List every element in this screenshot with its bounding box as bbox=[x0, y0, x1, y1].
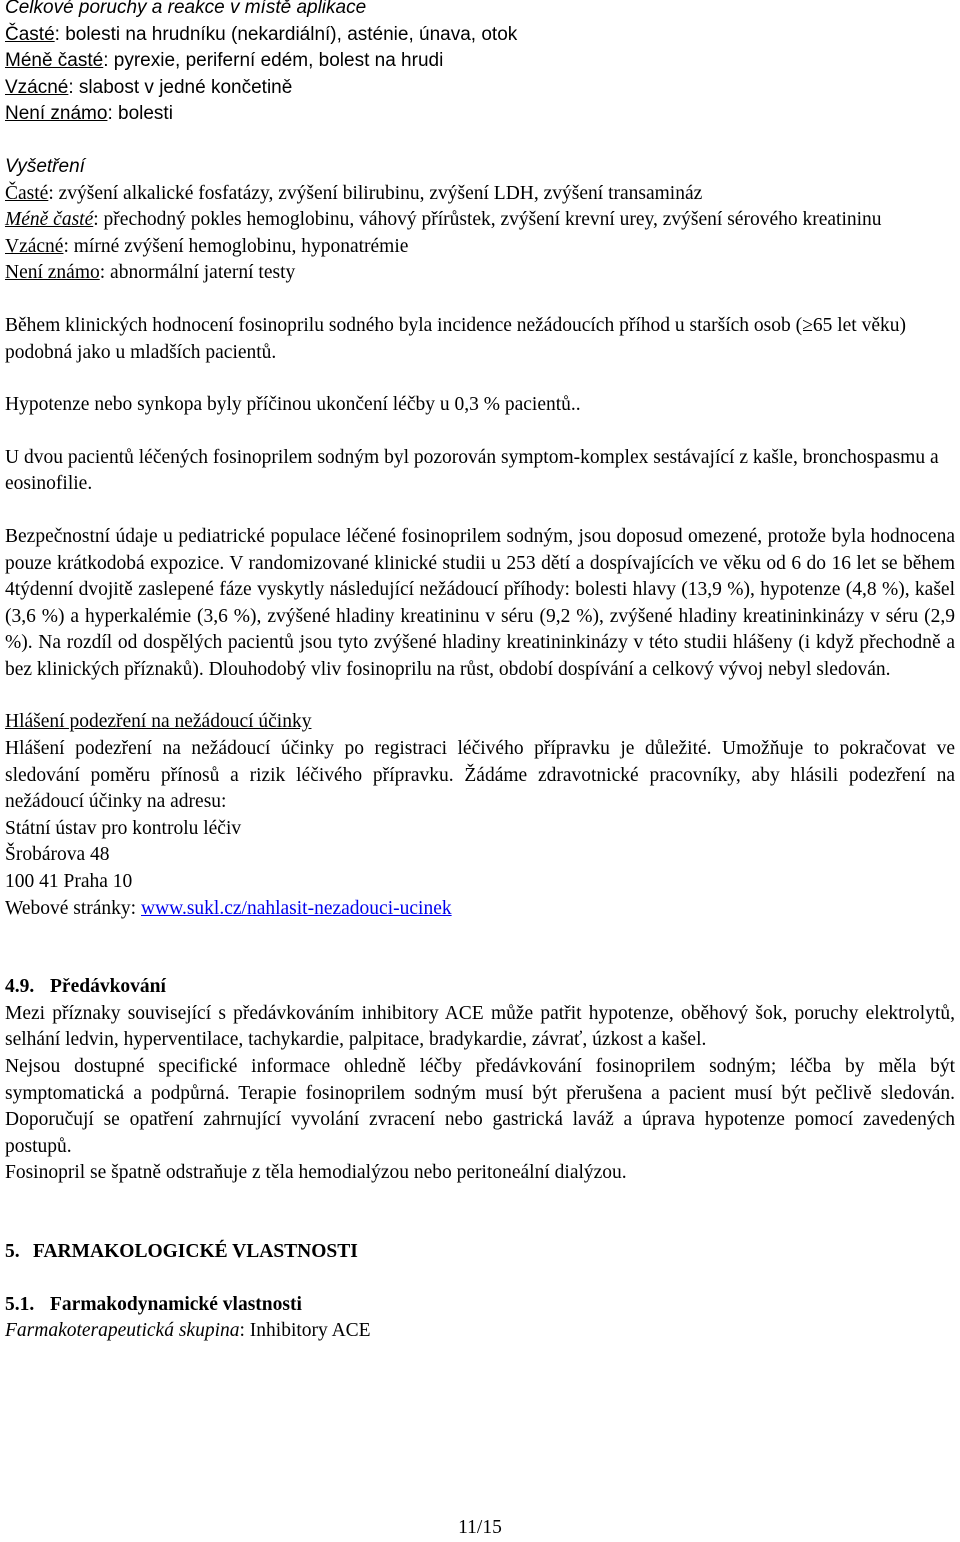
document-page bbox=[5, 0, 955, 1345]
overdose-heading bbox=[5, 974, 955, 1001]
spacer bbox=[5, 419, 955, 445]
general-row bbox=[5, 101, 955, 128]
freq-label: Méně časté bbox=[5, 50, 104, 72]
investigations-list bbox=[5, 181, 955, 287]
pharmacology-heading bbox=[5, 1239, 955, 1266]
page-number: 11/15 bbox=[458, 1517, 502, 1538]
row-text: : pyrexie, periferní edém, bolest na hrudi bbox=[103, 50, 444, 72]
row-text: : abnormální jaterní testy bbox=[99, 262, 296, 284]
row-text: : slabost v jedné končetině bbox=[68, 76, 293, 98]
spacer bbox=[5, 498, 955, 524]
elderly-paragraph: Během klinických hodnocení fosinoprilu sodného byla incidence nežádoucích příhod u starších osob (≥65 let věku) podobná jako u mladších pacientů. bbox=[5, 314, 906, 363]
section-number: 5. bbox=[5, 1240, 20, 1262]
row-text: : bolesti bbox=[107, 103, 173, 125]
address-line: 100 41 Praha 10 bbox=[5, 871, 133, 893]
general-row bbox=[5, 75, 955, 102]
pediatric-paragraph: Bezpečnostní údaje u pediatrické populace léčené fosinoprilem sodným, jsou doposud omezené, protože byla hodnocena pouze krátkodobá expozice. V randomizované klinické studii u 253 dětí a dospívajících ve věku od 6 do 16 let se během 4týdenní dvojitě zaslepené fáze vyskytly následující nežádoucí příhody: bolesti hlavy (13,9 %), hypotenze (4,8 %), kašel (3,6 %) a hyperkalémie (3,6 %), zvýšené hladiny kreatininu v séru (9,2 %), zvýšené hladiny kreatininkinázy v séru (2,9 %). Na rozdíl od dospělých pacientů jsou tyto zvýšené hladiny kreatininkinázy v této studii hlášeny (i když přechodně a bez klinických příznaků). Dlouhodobý vliv fosinoprilu na růst, období dospívání a celkový vývoj nebyl sledován. bbox=[5, 525, 955, 680]
spacer bbox=[5, 1266, 955, 1292]
overdose-paragraph: Fosinopril se špatně odstraňuje z těla hemodialýzou nebo peritoneální dialýzou. bbox=[5, 1162, 627, 1184]
section-title: Farmakodynamické vlastnosti bbox=[50, 1293, 302, 1315]
general-row bbox=[5, 22, 955, 49]
website-line bbox=[5, 896, 955, 923]
address-line: Šrobárova 48 bbox=[5, 844, 110, 866]
investigations-row bbox=[5, 260, 955, 287]
section-title: Předávkování bbox=[50, 976, 166, 998]
section-title: FARMAKOLOGICKÉ VLASTNOSTI bbox=[33, 1240, 358, 1262]
freq-label: Vzácné bbox=[5, 76, 69, 98]
row-text: : zvýšení alkalické fosfatázy, zvýšení bilirubinu, zvýšení LDH, zvýšení transamináz bbox=[48, 182, 703, 204]
group-value: : Inhibitory ACE bbox=[239, 1320, 371, 1342]
freq-label: Není známo bbox=[5, 103, 108, 125]
general-row bbox=[5, 48, 955, 75]
address-line: Státní ústav pro kontrolu léčiv bbox=[5, 817, 242, 839]
general-list bbox=[5, 22, 955, 128]
row-text: : přechodný pokles hemoglobinu, váhový přírůstek, zvýšení krevní urey, zvýšení sérového kreatininu bbox=[93, 209, 882, 231]
spacer bbox=[5, 922, 955, 974]
row-text: : mírné zvýšení hemoglobinu, hyponatrémie bbox=[63, 235, 409, 257]
spacer bbox=[5, 366, 955, 392]
pharmacotherapeutic-group bbox=[5, 1318, 955, 1345]
general-heading: Celkové poruchy a reakce v místě aplikace bbox=[5, 0, 367, 18]
investigations-heading: Vyšetření bbox=[5, 155, 85, 177]
section-number: 4.9. bbox=[5, 976, 35, 998]
pharmacodynamics-heading bbox=[5, 1292, 955, 1319]
investigations-row bbox=[5, 234, 955, 261]
spacer bbox=[5, 287, 955, 313]
two-patients-paragraph: U dvou pacientů léčených fosinoprilem sodným byl pozorován symptom-komplex sestávající z kašle, bronchospasmu a eosinofilie. bbox=[5, 446, 939, 495]
freq-label: Vzácné bbox=[5, 235, 64, 257]
freq-label: Časté bbox=[5, 23, 55, 45]
section-number: 5.1. bbox=[5, 1293, 35, 1315]
hypotension-paragraph: Hypotenze nebo synkopa byly příčinou ukončení léčby u 0,3 % pacientů.. bbox=[5, 394, 581, 416]
reporting-heading: Hlášení podezření na nežádoucí účinky bbox=[5, 711, 312, 733]
freq-label: Časté bbox=[5, 182, 49, 204]
investigations-row bbox=[5, 207, 955, 234]
spacer bbox=[5, 128, 955, 154]
freq-label: Není známo bbox=[5, 262, 100, 284]
freq-label: Méně časté bbox=[5, 209, 94, 231]
website-label: Webové stránky: bbox=[5, 897, 141, 919]
overdose-paragraph: Nejsou dostupné specifické informace ohledně léčby předávkování fosinoprilem sodným; léčba by měla být symptomatická a podpůrná. Terapie fosinoprilem sodným musí být přerušena a pacient musí být pečlivě sledován. Doporučují se opatření zahrnující vyvolání zvracení nebo gastrická laváž a úprava hypotenze pomocí zavedených postupů. bbox=[5, 1056, 955, 1157]
website-link[interactable]: www.sukl.cz/nahlasit-nezadouci-ucinek bbox=[140, 897, 452, 919]
overdose-paragraph: Mezi příznaky související s předávkováním inhibitory ACE může patřit hypotenze, oběhový šok, poruchy elektrolytů, selhání ledvin, hyperventilace, tachykardie, palpitace, bradykardie, závrať, úzkost a kašel. bbox=[5, 1002, 955, 1051]
spacer bbox=[5, 1187, 955, 1239]
group-label: Farmakoterapeutická skupina bbox=[5, 1320, 240, 1342]
row-text: : bolesti na hrudníku (nekardiální), asténie, únava, otok bbox=[54, 23, 518, 45]
investigations-row bbox=[5, 181, 955, 208]
spacer bbox=[5, 683, 955, 709]
reporting-text: Hlášení podezření na nežádoucí účinky po registraci léčivého přípravku je důležité. Umožňuje to pokračovat ve sledování poměru přínosů a rizik léčivého přípravku. Žádáme zdravotnické pracovníky, aby hlásili podezření na nežádoucí účinky na adresu: bbox=[5, 738, 955, 813]
